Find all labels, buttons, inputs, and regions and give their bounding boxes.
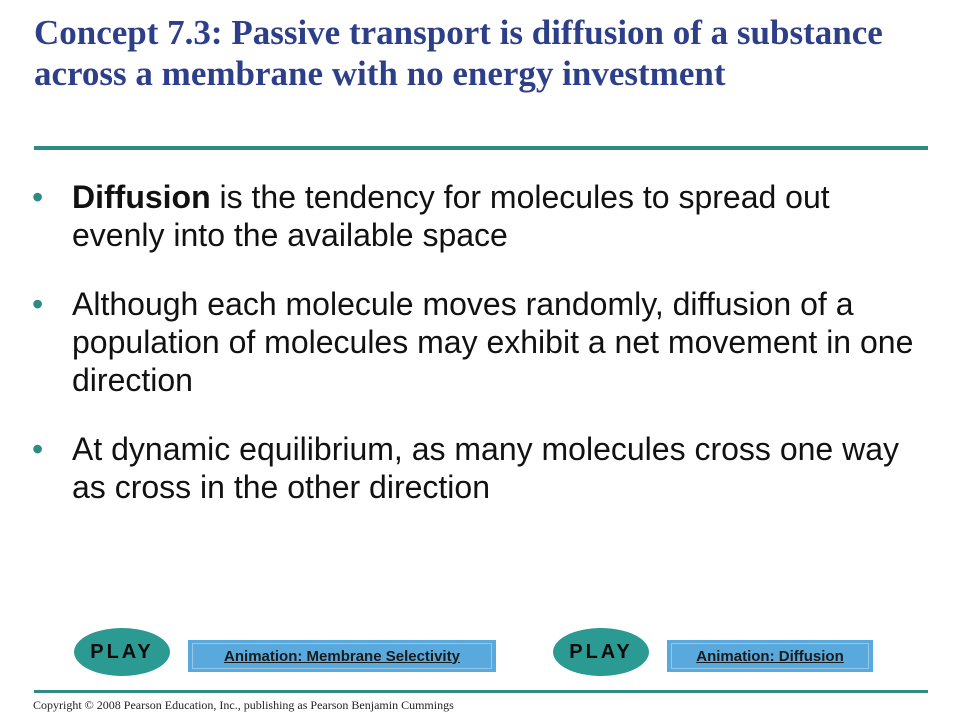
bullet-list xyxy=(32,178,922,537)
slide-title: Concept 7.3: Passive transport is diffusion of a substance across a membrane with no energy investment xyxy=(34,13,883,93)
play-membrane-selectivity-button[interactable]: PLAY xyxy=(74,628,170,676)
animation-membrane-selectivity-link[interactable] xyxy=(188,640,496,672)
title-divider xyxy=(34,146,928,150)
bullet-diffusion xyxy=(32,178,922,254)
bullet-text: At dynamic equilibrium, as many molecules cross one way as cross in the other direction xyxy=(72,431,899,505)
bullet-text: is the tendency for molecules to spread out evenly into the available space xyxy=(72,179,830,253)
bullet-random-movement xyxy=(32,285,922,399)
bullet-marker: • xyxy=(32,286,44,322)
animation-link-label: Animation: Membrane Selectivity xyxy=(224,647,460,665)
bullet-marker: • xyxy=(32,431,44,467)
bullet-dynamic-equilibrium xyxy=(32,430,922,506)
play-diffusion-button[interactable]: PLAY xyxy=(553,628,649,676)
footer-divider xyxy=(34,690,928,693)
bullet-term: Diffusion xyxy=(72,179,211,215)
bullet-marker: • xyxy=(32,179,44,215)
animation-link-label: Animation: Diffusion xyxy=(696,647,844,665)
copyright-notice: Copyright © 2008 Pearson Education, Inc., publishing as Pearson Benjamin Cummings xyxy=(33,698,454,712)
bullet-text: Although each molecule moves randomly, diffusion of a population of molecules may exhibit a net movement in one direction xyxy=(72,286,914,398)
animation-diffusion-link[interactable] xyxy=(667,640,873,672)
